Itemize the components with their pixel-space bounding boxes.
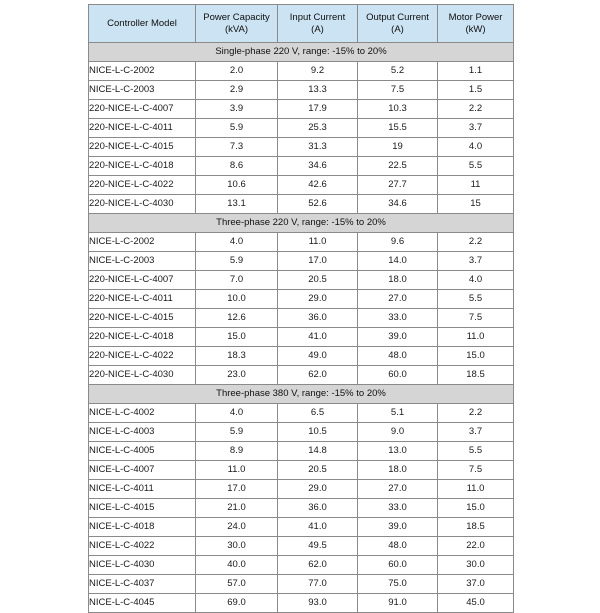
cell-input-current: 25.3 — [278, 119, 358, 138]
cell-motor-power: 2.2 — [438, 404, 514, 423]
cell-output-current: 5.1 — [358, 404, 438, 423]
header-row — [89, 5, 514, 43]
cell-input-current: 14.8 — [278, 442, 358, 461]
cell-motor-power: 11.0 — [438, 328, 514, 347]
cell-output-current: 13.0 — [358, 442, 438, 461]
cell-motor-power: 15.0 — [438, 499, 514, 518]
cell-motor-power: 1.5 — [438, 81, 514, 100]
cell-power-capacity: 3.9 — [196, 100, 278, 119]
cell-power-capacity: 5.9 — [196, 252, 278, 271]
cell-controller-model: NICE-L-C-4018 — [89, 518, 196, 537]
cell-power-capacity: 15.0 — [196, 328, 278, 347]
cell-power-capacity: 10.6 — [196, 176, 278, 195]
cell-output-current: 27.0 — [358, 290, 438, 309]
table-row — [89, 328, 514, 347]
cell-motor-power: 15 — [438, 195, 514, 214]
cell-output-current: 15.5 — [358, 119, 438, 138]
cell-controller-model: 220-NICE-L-C-4030 — [89, 195, 196, 214]
cell-output-current: 33.0 — [358, 499, 438, 518]
column-header-0 — [89, 5, 196, 43]
section-header-row — [89, 385, 514, 404]
cell-power-capacity: 2.0 — [196, 62, 278, 81]
cell-motor-power: 5.5 — [438, 442, 514, 461]
cell-power-capacity: 40.0 — [196, 556, 278, 575]
cell-controller-model: 220-NICE-L-C-4022 — [89, 347, 196, 366]
cell-input-current: 6.5 — [278, 404, 358, 423]
cell-input-current: 62.0 — [278, 556, 358, 575]
table-row — [89, 157, 514, 176]
cell-power-capacity: 2.9 — [196, 81, 278, 100]
cell-input-current: 10.5 — [278, 423, 358, 442]
cell-motor-power: 3.7 — [438, 423, 514, 442]
cell-output-current: 18.0 — [358, 461, 438, 480]
table-row — [89, 100, 514, 119]
cell-output-current: 48.0 — [358, 537, 438, 556]
cell-motor-power: 7.5 — [438, 461, 514, 480]
cell-controller-model: 220-NICE-L-C-4007 — [89, 271, 196, 290]
cell-output-current: 60.0 — [358, 366, 438, 385]
cell-power-capacity: 7.3 — [196, 138, 278, 157]
cell-controller-model: NICE-L-C-2003 — [89, 81, 196, 100]
table-row — [89, 480, 514, 499]
cell-motor-power: 5.5 — [438, 157, 514, 176]
cell-power-capacity: 10.0 — [196, 290, 278, 309]
section-title: Single-phase 220 V, range: -15% to 20% — [89, 43, 514, 62]
controller-specification-table — [88, 4, 514, 613]
column-header-unit: (A) — [391, 23, 404, 35]
cell-input-current: 36.0 — [278, 499, 358, 518]
cell-input-current: 20.5 — [278, 461, 358, 480]
table-row — [89, 138, 514, 157]
cell-controller-model: 220-NICE-L-C-4030 — [89, 366, 196, 385]
cell-output-current: 10.3 — [358, 100, 438, 119]
cell-motor-power: 3.7 — [438, 252, 514, 271]
cell-power-capacity: 7.0 — [196, 271, 278, 290]
table-header — [89, 5, 514, 43]
cell-input-current: 41.0 — [278, 518, 358, 537]
cell-power-capacity: 11.0 — [196, 461, 278, 480]
cell-output-current: 91.0 — [358, 594, 438, 613]
cell-input-current: 9.2 — [278, 62, 358, 81]
table-row — [89, 81, 514, 100]
cell-power-capacity: 23.0 — [196, 366, 278, 385]
cell-output-current: 33.0 — [358, 309, 438, 328]
cell-output-current: 48.0 — [358, 347, 438, 366]
cell-output-current: 27.7 — [358, 176, 438, 195]
table-row — [89, 499, 514, 518]
cell-motor-power: 15.0 — [438, 347, 514, 366]
cell-input-current: 42.6 — [278, 176, 358, 195]
cell-output-current: 22.5 — [358, 157, 438, 176]
cell-output-current: 60.0 — [358, 556, 438, 575]
cell-input-current: 31.3 — [278, 138, 358, 157]
cell-controller-model: 220-NICE-L-C-4018 — [89, 157, 196, 176]
table-row — [89, 195, 514, 214]
cell-motor-power: 2.2 — [438, 233, 514, 252]
table-row — [89, 423, 514, 442]
cell-controller-model: NICE-L-C-4037 — [89, 575, 196, 594]
section-title: Three-phase 380 V, range: -15% to 20% — [89, 385, 514, 404]
cell-controller-model: 220-NICE-L-C-4007 — [89, 100, 196, 119]
spec-table-container — [88, 4, 513, 613]
table-row — [89, 252, 514, 271]
cell-controller-model: NICE-L-C-4045 — [89, 594, 196, 613]
column-header-unit: (A) — [311, 23, 324, 35]
cell-controller-model: NICE-L-C-4030 — [89, 556, 196, 575]
cell-input-current: 36.0 — [278, 309, 358, 328]
column-header-label: Output Current — [366, 11, 429, 23]
cell-controller-model: NICE-L-C-2002 — [89, 233, 196, 252]
cell-input-current: 17.0 — [278, 252, 358, 271]
cell-motor-power: 4.0 — [438, 271, 514, 290]
section-title: Three-phase 220 V, range: -15% to 20% — [89, 214, 514, 233]
cell-output-current: 9.0 — [358, 423, 438, 442]
cell-output-current: 9.6 — [358, 233, 438, 252]
cell-power-capacity: 18.3 — [196, 347, 278, 366]
cell-output-current: 34.6 — [358, 195, 438, 214]
cell-input-current: 11.0 — [278, 233, 358, 252]
cell-controller-model: NICE-L-C-4003 — [89, 423, 196, 442]
section-header-row — [89, 214, 514, 233]
table-row — [89, 119, 514, 138]
cell-input-current: 13.3 — [278, 81, 358, 100]
cell-motor-power: 22.0 — [438, 537, 514, 556]
cell-power-capacity: 4.0 — [196, 404, 278, 423]
column-header-4 — [438, 5, 514, 43]
cell-motor-power: 18.5 — [438, 518, 514, 537]
cell-output-current: 75.0 — [358, 575, 438, 594]
cell-controller-model: 220-NICE-L-C-4015 — [89, 138, 196, 157]
cell-motor-power: 11 — [438, 176, 514, 195]
cell-output-current: 5.2 — [358, 62, 438, 81]
cell-motor-power: 7.5 — [438, 309, 514, 328]
table-row — [89, 347, 514, 366]
cell-controller-model: 220-NICE-L-C-4011 — [89, 290, 196, 309]
table-row — [89, 309, 514, 328]
cell-power-capacity: 12.6 — [196, 309, 278, 328]
cell-input-current: 17.9 — [278, 100, 358, 119]
cell-input-current: 34.6 — [278, 157, 358, 176]
cell-controller-model: NICE-L-C-4005 — [89, 442, 196, 461]
cell-controller-model: NICE-L-C-4007 — [89, 461, 196, 480]
cell-controller-model: NICE-L-C-4011 — [89, 480, 196, 499]
cell-motor-power: 37.0 — [438, 575, 514, 594]
cell-controller-model: 220-NICE-L-C-4022 — [89, 176, 196, 195]
cell-input-current: 77.0 — [278, 575, 358, 594]
cell-motor-power: 45.0 — [438, 594, 514, 613]
cell-power-capacity: 69.0 — [196, 594, 278, 613]
cell-input-current: 41.0 — [278, 328, 358, 347]
cell-power-capacity: 5.9 — [196, 119, 278, 138]
cell-input-current: 29.0 — [278, 480, 358, 499]
table-row — [89, 271, 514, 290]
cell-motor-power: 5.5 — [438, 290, 514, 309]
table-row — [89, 290, 514, 309]
cell-input-current: 93.0 — [278, 594, 358, 613]
table-row — [89, 575, 514, 594]
cell-output-current: 39.0 — [358, 518, 438, 537]
cell-controller-model: 220-NICE-L-C-4011 — [89, 119, 196, 138]
cell-power-capacity: 8.9 — [196, 442, 278, 461]
cell-motor-power: 4.0 — [438, 138, 514, 157]
cell-controller-model: 220-NICE-L-C-4018 — [89, 328, 196, 347]
cell-output-current: 27.0 — [358, 480, 438, 499]
cell-motor-power: 1.1 — [438, 62, 514, 81]
cell-power-capacity: 21.0 — [196, 499, 278, 518]
cell-motor-power: 18.5 — [438, 366, 514, 385]
column-header-3 — [358, 5, 438, 43]
cell-input-current: 49.5 — [278, 537, 358, 556]
cell-input-current: 29.0 — [278, 290, 358, 309]
cell-controller-model: NICE-L-C-4022 — [89, 537, 196, 556]
cell-controller-model: 220-NICE-L-C-4015 — [89, 309, 196, 328]
table-row — [89, 461, 514, 480]
cell-motor-power: 11.0 — [438, 480, 514, 499]
table-row — [89, 594, 514, 613]
column-header-label: Input Current — [289, 11, 346, 23]
cell-power-capacity: 17.0 — [196, 480, 278, 499]
cell-controller-model: NICE-L-C-2003 — [89, 252, 196, 271]
column-header-1 — [196, 5, 278, 43]
cell-controller-model: NICE-L-C-4015 — [89, 499, 196, 518]
cell-output-current: 19 — [358, 138, 438, 157]
table-row — [89, 518, 514, 537]
table-row — [89, 176, 514, 195]
column-header-unit: (kW) — [465, 23, 486, 35]
cell-motor-power: 2.2 — [438, 100, 514, 119]
table-row — [89, 233, 514, 252]
table-row — [89, 442, 514, 461]
column-header-label: Power Capacity — [203, 11, 270, 23]
cell-power-capacity: 4.0 — [196, 233, 278, 252]
cell-controller-model: NICE-L-C-4002 — [89, 404, 196, 423]
table-row — [89, 62, 514, 81]
column-header-label: Controller Model — [107, 17, 177, 29]
table-row — [89, 556, 514, 575]
cell-motor-power: 3.7 — [438, 119, 514, 138]
column-header-2 — [278, 5, 358, 43]
cell-power-capacity: 8.6 — [196, 157, 278, 176]
column-header-unit: (kVA) — [224, 23, 249, 35]
cell-motor-power: 30.0 — [438, 556, 514, 575]
cell-output-current: 14.0 — [358, 252, 438, 271]
cell-power-capacity: 30.0 — [196, 537, 278, 556]
cell-power-capacity: 57.0 — [196, 575, 278, 594]
cell-power-capacity: 13.1 — [196, 195, 278, 214]
section-header-row — [89, 43, 514, 62]
cell-input-current: 49.0 — [278, 347, 358, 366]
cell-output-current: 7.5 — [358, 81, 438, 100]
cell-input-current: 52.6 — [278, 195, 358, 214]
table-row — [89, 404, 514, 423]
table-body — [89, 43, 514, 613]
cell-controller-model: NICE-L-C-2002 — [89, 62, 196, 81]
cell-input-current: 20.5 — [278, 271, 358, 290]
table-row — [89, 537, 514, 556]
cell-output-current: 18.0 — [358, 271, 438, 290]
cell-output-current: 39.0 — [358, 328, 438, 347]
column-header-label: Motor Power — [448, 11, 503, 23]
cell-power-capacity: 24.0 — [196, 518, 278, 537]
cell-power-capacity: 5.9 — [196, 423, 278, 442]
cell-input-current: 62.0 — [278, 366, 358, 385]
table-row — [89, 366, 514, 385]
